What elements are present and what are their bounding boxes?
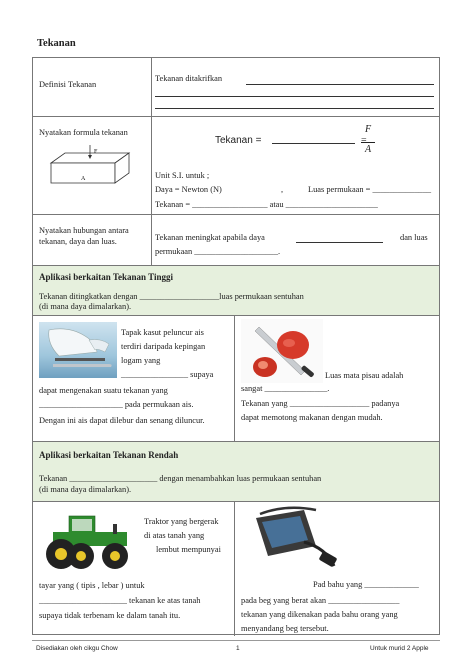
hubungan-label-1: Nyatakan hubungan antara [39, 226, 129, 235]
block-diagram [45, 145, 145, 195]
rendah-examples-row [33, 501, 439, 636]
unit-tekanan: Tekanan = __________________ atau ______________________ [155, 200, 378, 209]
bag-l3: tekanan yang dikenakan pada bahu orang yang [241, 610, 398, 619]
definisi-answer-line-2[interactable] [155, 96, 434, 97]
tinggi-line-1: Tekanan ditingkatkan dengan ___________________luas permukaan sentuhan [39, 292, 304, 301]
rendah-section [33, 441, 439, 501]
unit-title: Unit S.I. untuk ; [155, 171, 210, 180]
knife-l2: sangat _______________. [241, 384, 330, 393]
tinggi-section [33, 265, 439, 315]
fraction-bar [361, 142, 375, 143]
formula-numerator: F [364, 124, 372, 135]
hubungan-text-1: Tekanan meningkat apabila daya [155, 233, 265, 242]
definisi-answer-line-3[interactable] [155, 108, 434, 109]
formula-label: Nyatakan formula tekanan [39, 128, 128, 137]
bag-l2: pada beg yang berat akan _________________ [241, 596, 400, 605]
definisi-row [33, 58, 439, 116]
formula-denominator: A [364, 144, 372, 155]
formula-blank[interactable] [272, 143, 355, 144]
knife-l4: dapat memotong makanan dengan mudah. [241, 413, 383, 422]
tinggi-examples-row [33, 315, 439, 441]
hubungan-row [33, 214, 439, 265]
hubungan-text-1b: dan luas [400, 233, 428, 242]
shoulder-bag-image [246, 504, 342, 574]
unit-luas: Luas permukaan = ______________ [308, 185, 432, 194]
tractor-l3: lembut mempunyai [156, 545, 221, 554]
knife-l3: Tekanan yang ___________________ padanya [241, 399, 400, 408]
footer-left: Disediakan oleh cikgu Chow [36, 645, 118, 652]
footer-rule [32, 640, 440, 641]
skate-l6: ____________________ pada permukaan ais. [39, 400, 194, 409]
ice-skate-image [39, 322, 117, 378]
skate-l5: dapat mengenakan suatu tekanan yang [39, 386, 168, 395]
skate-l2: terdiri daripada kepingan [121, 342, 206, 351]
skate-l3: logam yang [121, 356, 161, 365]
tractor-l6: supaya tidak terbenam ke dalam tanah itu. [39, 611, 181, 620]
definisi-prompt: Tekanan ditakrifkan [155, 74, 223, 83]
footer-page-number: 1 [236, 645, 240, 652]
formula-lhs: Tekanan = [215, 135, 262, 146]
tinggi-line-2: (di mana daya dimalarkan). [39, 302, 132, 311]
skate-l7: Dengan ini ais dapat dilebur dan senang diluncur. [39, 416, 205, 425]
knife-l1: Luas mata pisau adalah [325, 371, 404, 380]
hubungan-label-2: tekanan, daya dan luas. [39, 237, 117, 246]
formula-row [33, 116, 439, 214]
worksheet-table [32, 57, 440, 635]
rendah-line-1: Tekanan _____________________ dengan menambahkan luas permukaan sentuhan [39, 474, 322, 483]
tractor-l5: _____________________ tekanan ke atas tanah [39, 596, 201, 605]
rendah-line-2: (di mana daya dimalarkan). [39, 485, 132, 494]
unit-comma: , [281, 185, 284, 194]
bag-l4: menyandang beg tersebut. [241, 624, 329, 633]
unit-daya: Daya = Newton (N) [155, 185, 222, 194]
tinggi-heading: Aplikasi berkaitan Tekanan Tinggi [39, 272, 173, 282]
knife-pepper-image [241, 319, 323, 383]
skate-l1: Tapak kasut peluncur ais [121, 328, 204, 337]
rendah-heading: Aplikasi berkaitan Tekanan Rendah [39, 450, 179, 460]
tractor-l4: tayar yang ( tipis , lebar ) untuk [39, 581, 145, 590]
area-label: A [81, 176, 86, 182]
tractor-image [39, 510, 139, 574]
definisi-label: Definisi Tekanan [39, 80, 97, 89]
tractor-l1: Traktor yang bergerak [144, 517, 219, 526]
footer-right: Untuk murid 2 Apple [370, 645, 429, 652]
page-title: Tekanan [37, 38, 76, 49]
tractor-l2: di atas tanah yang [144, 531, 205, 540]
formula-eq: = [361, 135, 367, 146]
hubungan-blank-1[interactable] [296, 242, 383, 243]
hubungan-text-2: permukaan ____________________. [155, 247, 281, 256]
bag-l1: Pad bahu yang _____________ [313, 580, 419, 589]
skate-l4: ________________ supaya [121, 370, 214, 379]
definisi-answer-line-1[interactable] [246, 84, 434, 85]
force-label: F [94, 149, 98, 155]
